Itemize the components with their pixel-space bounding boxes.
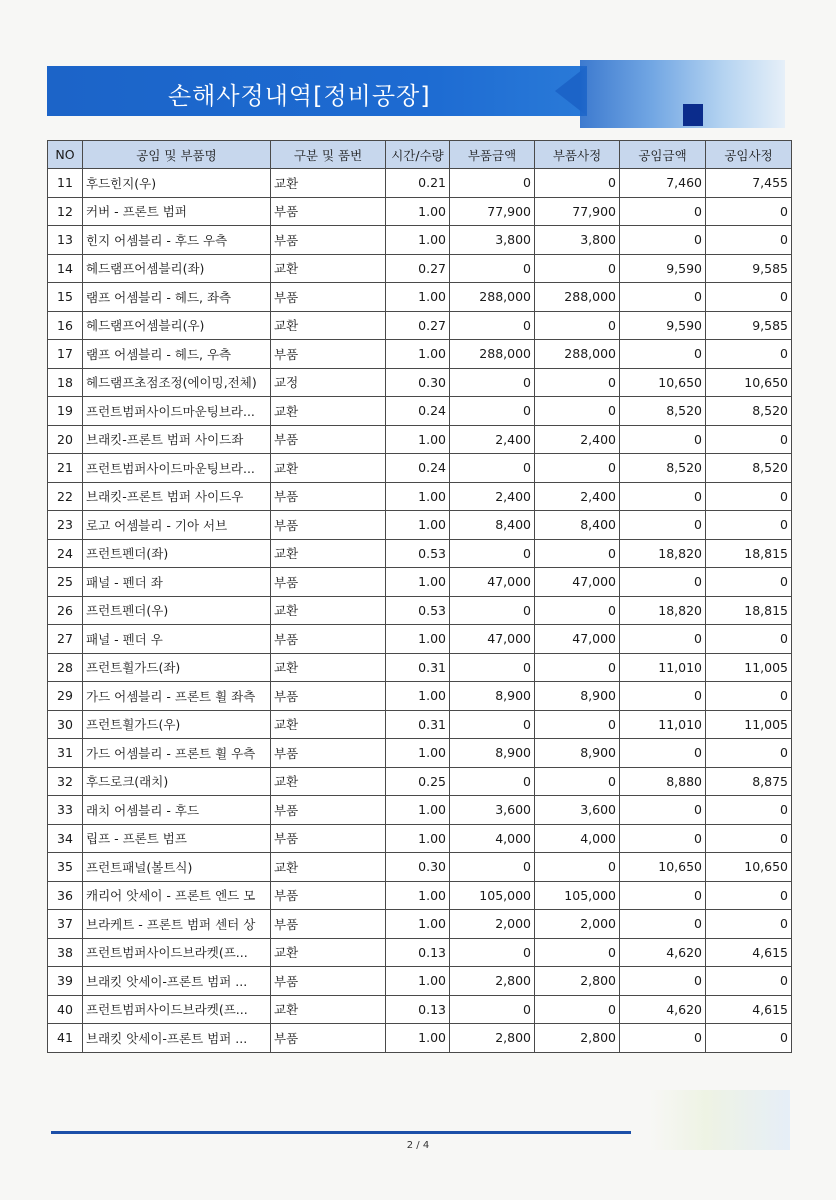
table-row: [48, 397, 792, 426]
cell-name: 브래킷-프론트 범퍼 사이드우: [83, 482, 271, 511]
footer-divider: [51, 1131, 631, 1134]
cell-part-amount: 0: [450, 368, 535, 397]
cell-no: 11: [48, 169, 83, 198]
cell-qty: 1.00: [386, 796, 450, 825]
cell-labor-assess: 0: [706, 568, 792, 597]
cell-name: 브래킷 앗세이-프론트 범퍼 ...: [83, 967, 271, 996]
cell-part-amount: 2,000: [450, 910, 535, 939]
cell-kind: 교환: [271, 767, 386, 796]
cell-kind: 교환: [271, 539, 386, 568]
cell-part-assess: 2,400: [535, 425, 620, 454]
cell-part-amount: 0: [450, 169, 535, 198]
cell-labor-amount: 0: [620, 910, 706, 939]
column-header-qty: 시간/수량: [386, 141, 450, 169]
cell-labor-assess: 0: [706, 910, 792, 939]
cell-part-assess: 0: [535, 653, 620, 682]
cell-no: 19: [48, 397, 83, 426]
cell-part-assess: 8,400: [535, 511, 620, 540]
cell-no: 40: [48, 995, 83, 1024]
cell-qty: 1.00: [386, 682, 450, 711]
cell-part-assess: 288,000: [535, 340, 620, 369]
cell-part-amount: 77,900: [450, 197, 535, 226]
cell-no: 22: [48, 482, 83, 511]
table-row: [48, 169, 792, 198]
cell-part-amount: 0: [450, 995, 535, 1024]
cell-part-assess: 77,900: [535, 197, 620, 226]
cell-no: 15: [48, 283, 83, 312]
cell-no: 14: [48, 254, 83, 283]
cell-labor-assess: 8,875: [706, 767, 792, 796]
page-number: 2 / 4: [406, 1140, 430, 1151]
cell-qty: 0.30: [386, 368, 450, 397]
cell-name: 프런트휠가드(좌): [83, 653, 271, 682]
cell-kind: 교환: [271, 596, 386, 625]
table-row: [48, 967, 792, 996]
cell-kind: 교환: [271, 995, 386, 1024]
cell-part-assess: 47,000: [535, 568, 620, 597]
damage-assessment-table: [47, 140, 792, 1053]
cell-no: 34: [48, 824, 83, 853]
cell-labor-amount: 4,620: [620, 938, 706, 967]
cell-part-amount: 3,800: [450, 226, 535, 255]
cell-no: 38: [48, 938, 83, 967]
cell-no: 12: [48, 197, 83, 226]
table-row: [48, 824, 792, 853]
cell-part-assess: 8,900: [535, 739, 620, 768]
cell-labor-assess: 11,005: [706, 710, 792, 739]
table-row: [48, 682, 792, 711]
cell-qty: 0.21: [386, 169, 450, 198]
table-row: [48, 853, 792, 882]
cell-part-amount: 288,000: [450, 340, 535, 369]
cell-name: 프런트패널(볼트식): [83, 853, 271, 882]
cell-part-amount: 0: [450, 938, 535, 967]
cell-name: 힌지 어셈블리 - 후드 우측: [83, 226, 271, 255]
cell-no: 25: [48, 568, 83, 597]
cell-no: 39: [48, 967, 83, 996]
cell-labor-assess: 0: [706, 824, 792, 853]
cell-labor-assess: 10,650: [706, 853, 792, 882]
cell-part-amount: 0: [450, 853, 535, 882]
cell-labor-amount: 0: [620, 425, 706, 454]
cell-part-amount: 105,000: [450, 881, 535, 910]
cell-labor-assess: 0: [706, 739, 792, 768]
table-row: [48, 739, 792, 768]
cell-labor-amount: 8,880: [620, 767, 706, 796]
cell-qty: 1.00: [386, 824, 450, 853]
cell-labor-assess: 18,815: [706, 539, 792, 568]
cell-kind: 부품: [271, 425, 386, 454]
cell-part-assess: 3,600: [535, 796, 620, 825]
cell-labor-assess: 0: [706, 226, 792, 255]
cell-labor-amount: 0: [620, 482, 706, 511]
cell-labor-amount: 0: [620, 568, 706, 597]
cell-name: 브래킷-프론트 범퍼 사이드좌: [83, 425, 271, 454]
table-row: [48, 796, 792, 825]
cell-part-assess: 2,800: [535, 967, 620, 996]
cell-name: 브라케트 - 프론트 범퍼 센터 상: [83, 910, 271, 939]
table-row: [48, 311, 792, 340]
cell-labor-amount: 0: [620, 824, 706, 853]
cell-qty: 0.27: [386, 254, 450, 283]
cell-labor-assess: 0: [706, 197, 792, 226]
cell-qty: 1.00: [386, 197, 450, 226]
cell-labor-assess: 0: [706, 625, 792, 654]
cell-name: 립프 - 프론트 범프: [83, 824, 271, 853]
table-row: [48, 482, 792, 511]
cell-kind: 교환: [271, 169, 386, 198]
cell-part-assess: 0: [535, 169, 620, 198]
cell-part-assess: 0: [535, 938, 620, 967]
cell-kind: 교환: [271, 710, 386, 739]
cell-kind: 교환: [271, 653, 386, 682]
cell-name: 로고 어셈블리 - 기아 서브: [83, 511, 271, 540]
cell-no: 18: [48, 368, 83, 397]
cell-kind: 부품: [271, 568, 386, 597]
cell-no: 16: [48, 311, 83, 340]
cell-labor-assess: 4,615: [706, 995, 792, 1024]
cell-part-assess: 0: [535, 368, 620, 397]
cell-name: 프런트펜더(좌): [83, 539, 271, 568]
cell-no: 26: [48, 596, 83, 625]
cell-qty: 1.00: [386, 625, 450, 654]
cell-no: 24: [48, 539, 83, 568]
cell-labor-assess: 9,585: [706, 311, 792, 340]
cell-labor-assess: 9,585: [706, 254, 792, 283]
cell-part-assess: 0: [535, 710, 620, 739]
cell-kind: 교정: [271, 368, 386, 397]
cell-labor-amount: 11,010: [620, 653, 706, 682]
cell-part-assess: 2,000: [535, 910, 620, 939]
cell-qty: 1.00: [386, 226, 450, 255]
cell-labor-amount: 0: [620, 226, 706, 255]
cell-part-assess: 3,800: [535, 226, 620, 255]
cell-qty: 1.00: [386, 881, 450, 910]
cell-labor-amount: 10,650: [620, 368, 706, 397]
cell-part-amount: 47,000: [450, 568, 535, 597]
table-row: [48, 539, 792, 568]
table-row: [48, 454, 792, 483]
cell-kind: 교환: [271, 454, 386, 483]
cell-part-amount: 0: [450, 539, 535, 568]
table-row: [48, 938, 792, 967]
cell-labor-amount: 11,010: [620, 710, 706, 739]
cell-labor-amount: 0: [620, 682, 706, 711]
cell-qty: 0.31: [386, 653, 450, 682]
cell-no: 37: [48, 910, 83, 939]
table-row: [48, 511, 792, 540]
cell-qty: 1.00: [386, 283, 450, 312]
cell-labor-amount: 0: [620, 1024, 706, 1053]
cell-part-assess: 2,800: [535, 1024, 620, 1053]
cell-labor-assess: 4,615: [706, 938, 792, 967]
cell-kind: 부품: [271, 226, 386, 255]
table-header-row: [48, 141, 792, 169]
cell-no: 36: [48, 881, 83, 910]
table-row: [48, 226, 792, 255]
cell-qty: 1.00: [386, 910, 450, 939]
cell-no: 13: [48, 226, 83, 255]
cell-name: 프런트범퍼사이드마운팅브라...: [83, 454, 271, 483]
cell-qty: 0.13: [386, 995, 450, 1024]
cell-kind: 부품: [271, 910, 386, 939]
cell-labor-amount: 0: [620, 625, 706, 654]
cell-qty: 0.53: [386, 596, 450, 625]
cell-labor-assess: 10,650: [706, 368, 792, 397]
table-row: [48, 197, 792, 226]
column-header-no: NO: [48, 141, 83, 169]
cell-labor-amount: 0: [620, 967, 706, 996]
cell-name: 패널 - 펜더 좌: [83, 568, 271, 597]
cell-part-amount: 8,900: [450, 739, 535, 768]
cell-no: 21: [48, 454, 83, 483]
cell-part-amount: 4,000: [450, 824, 535, 853]
cell-name: 프런트휠가드(우): [83, 710, 271, 739]
column-header-kind: 구분 및 품번: [271, 141, 386, 169]
cell-no: 23: [48, 511, 83, 540]
cell-part-assess: 0: [535, 596, 620, 625]
cell-labor-amount: 18,820: [620, 596, 706, 625]
cell-part-assess: 0: [535, 397, 620, 426]
column-header-name: 공임 및 부품명: [83, 141, 271, 169]
cell-qty: 1.00: [386, 425, 450, 454]
cell-part-amount: 0: [450, 254, 535, 283]
cell-no: 32: [48, 767, 83, 796]
cell-kind: 교환: [271, 938, 386, 967]
column-header-labor-assess: 공임사정: [706, 141, 792, 169]
cell-kind: 부품: [271, 967, 386, 996]
cell-name: 브래킷 앗세이-프론트 범퍼 ...: [83, 1024, 271, 1053]
cell-part-amount: 2,800: [450, 967, 535, 996]
cell-qty: 0.53: [386, 539, 450, 568]
cell-part-amount: 0: [450, 767, 535, 796]
cell-part-assess: 0: [535, 995, 620, 1024]
cell-kind: 교환: [271, 397, 386, 426]
cell-kind: 교환: [271, 311, 386, 340]
cell-qty: 1.00: [386, 568, 450, 597]
table-row: [48, 254, 792, 283]
cell-part-amount: 0: [450, 653, 535, 682]
document-title: 손해사정내역[정비공장]: [168, 82, 431, 110]
cell-labor-amount: 0: [620, 197, 706, 226]
cell-name: 가드 어셈블리 - 프론트 휠 좌측: [83, 682, 271, 711]
cell-kind: 부품: [271, 881, 386, 910]
cell-labor-amount: 10,650: [620, 853, 706, 882]
cell-labor-assess: 0: [706, 1024, 792, 1053]
cell-part-amount: 2,800: [450, 1024, 535, 1053]
table-row: [48, 881, 792, 910]
cell-part-amount: 0: [450, 311, 535, 340]
table-row: [48, 283, 792, 312]
cell-no: 17: [48, 340, 83, 369]
column-header-part-assess: 부품사정: [535, 141, 620, 169]
cell-part-assess: 2,400: [535, 482, 620, 511]
cell-name: 후드로크(래치): [83, 767, 271, 796]
cell-part-assess: 0: [535, 454, 620, 483]
cell-kind: 부품: [271, 625, 386, 654]
cell-part-amount: 47,000: [450, 625, 535, 654]
cell-labor-assess: 0: [706, 796, 792, 825]
cell-part-assess: 0: [535, 767, 620, 796]
cell-labor-assess: 8,520: [706, 454, 792, 483]
cell-part-assess: 105,000: [535, 881, 620, 910]
cell-no: 20: [48, 425, 83, 454]
cell-name: 가드 어셈블리 - 프론트 휠 우측: [83, 739, 271, 768]
cell-part-amount: 2,400: [450, 425, 535, 454]
cell-qty: 1.00: [386, 1024, 450, 1053]
cell-qty: 0.24: [386, 454, 450, 483]
column-header-part-amount: 부품금액: [450, 141, 535, 169]
cell-no: 31: [48, 739, 83, 768]
cell-labor-amount: 4,620: [620, 995, 706, 1024]
cell-kind: 교환: [271, 254, 386, 283]
cell-name: 프런트범퍼사이드브라켓(프...: [83, 938, 271, 967]
cell-part-assess: 288,000: [535, 283, 620, 312]
cell-kind: 부품: [271, 739, 386, 768]
cell-labor-amount: 0: [620, 511, 706, 540]
cell-qty: 1.00: [386, 340, 450, 369]
cell-labor-assess: 0: [706, 425, 792, 454]
cell-labor-assess: 0: [706, 682, 792, 711]
cell-part-assess: 47,000: [535, 625, 620, 654]
cell-labor-amount: 8,520: [620, 397, 706, 426]
cell-labor-assess: 7,455: [706, 169, 792, 198]
cell-part-assess: 8,900: [535, 682, 620, 711]
cell-part-amount: 8,900: [450, 682, 535, 711]
cell-labor-amount: 8,520: [620, 454, 706, 483]
cell-part-assess: 4,000: [535, 824, 620, 853]
cell-name: 프런트범퍼사이드브라켓(프...: [83, 995, 271, 1024]
cell-qty: 1.00: [386, 967, 450, 996]
table-body: [48, 169, 792, 1053]
cell-no: 30: [48, 710, 83, 739]
cell-kind: 교환: [271, 853, 386, 882]
cell-qty: 1.00: [386, 511, 450, 540]
table-row: [48, 625, 792, 654]
cell-no: 27: [48, 625, 83, 654]
cell-part-amount: 0: [450, 710, 535, 739]
cell-no: 28: [48, 653, 83, 682]
table-row: [48, 1024, 792, 1053]
cell-kind: 부품: [271, 1024, 386, 1053]
cell-labor-assess: 0: [706, 881, 792, 910]
cell-labor-assess: 8,520: [706, 397, 792, 426]
cell-labor-amount: 0: [620, 340, 706, 369]
cell-kind: 부품: [271, 682, 386, 711]
cell-no: 29: [48, 682, 83, 711]
cell-part-assess: 0: [535, 254, 620, 283]
cell-kind: 부품: [271, 340, 386, 369]
cell-labor-assess: 0: [706, 283, 792, 312]
cell-labor-amount: 0: [620, 881, 706, 910]
cell-labor-assess: 0: [706, 967, 792, 996]
cell-no: 33: [48, 796, 83, 825]
cell-name: 헤드램프어셈블리(좌): [83, 254, 271, 283]
cell-part-amount: 0: [450, 596, 535, 625]
cell-labor-assess: 18,815: [706, 596, 792, 625]
table-row: [48, 910, 792, 939]
cell-qty: 1.00: [386, 482, 450, 511]
cell-labor-amount: 7,460: [620, 169, 706, 198]
table-row: [48, 568, 792, 597]
cell-labor-amount: 0: [620, 739, 706, 768]
cell-name: 후드힌지(우): [83, 169, 271, 198]
cell-part-assess: 0: [535, 539, 620, 568]
cell-labor-assess: 11,005: [706, 653, 792, 682]
cell-name: 프런트범퍼사이드마운팅브라...: [83, 397, 271, 426]
company-logo-mark: [683, 104, 703, 126]
cell-labor-amount: 0: [620, 283, 706, 312]
table-row: [48, 596, 792, 625]
cell-qty: 1.00: [386, 739, 450, 768]
cell-part-amount: 288,000: [450, 283, 535, 312]
cell-name: 패널 - 펜더 우: [83, 625, 271, 654]
cell-labor-assess: 0: [706, 511, 792, 540]
cell-name: 램프 어셈블리 - 헤드, 우측: [83, 340, 271, 369]
cell-qty: 0.13: [386, 938, 450, 967]
cell-name: 램프 어셈블리 - 헤드, 좌측: [83, 283, 271, 312]
cell-qty: 0.25: [386, 767, 450, 796]
cell-qty: 0.30: [386, 853, 450, 882]
cell-name: 커버 - 프론트 범퍼: [83, 197, 271, 226]
cell-name: 헤드램프어셈블리(우): [83, 311, 271, 340]
cell-name: 헤드램프초점조정(에이밍,전체): [83, 368, 271, 397]
table-row: [48, 340, 792, 369]
cell-labor-amount: 9,590: [620, 254, 706, 283]
cell-kind: 부품: [271, 197, 386, 226]
cell-part-amount: 0: [450, 454, 535, 483]
cell-name: 프런트펜더(우): [83, 596, 271, 625]
table-row: [48, 653, 792, 682]
cell-no: 35: [48, 853, 83, 882]
cell-part-amount: 3,600: [450, 796, 535, 825]
cell-qty: 0.24: [386, 397, 450, 426]
cell-part-amount: 0: [450, 397, 535, 426]
cell-labor-amount: 18,820: [620, 539, 706, 568]
cell-kind: 부품: [271, 796, 386, 825]
cell-labor-assess: 0: [706, 340, 792, 369]
table-row: [48, 767, 792, 796]
cell-kind: 부품: [271, 511, 386, 540]
table-row: [48, 710, 792, 739]
cell-qty: 0.27: [386, 311, 450, 340]
cell-part-amount: 2,400: [450, 482, 535, 511]
column-header-labor-amount: 공임금액: [620, 141, 706, 169]
cell-kind: 부품: [271, 824, 386, 853]
cell-labor-amount: 9,590: [620, 311, 706, 340]
table-row: [48, 425, 792, 454]
cell-name: 캐리어 앗세이 - 프론트 엔드 모: [83, 881, 271, 910]
cell-kind: 부품: [271, 482, 386, 511]
cell-labor-amount: 0: [620, 796, 706, 825]
cell-part-amount: 8,400: [450, 511, 535, 540]
cell-kind: 부품: [271, 283, 386, 312]
cell-no: 41: [48, 1024, 83, 1053]
cell-part-assess: 0: [535, 311, 620, 340]
cell-part-assess: 0: [535, 853, 620, 882]
cell-name: 래치 어셈블리 - 후드: [83, 796, 271, 825]
table-row: [48, 995, 792, 1024]
table-row: [48, 368, 792, 397]
cell-labor-assess: 0: [706, 482, 792, 511]
cell-qty: 0.31: [386, 710, 450, 739]
